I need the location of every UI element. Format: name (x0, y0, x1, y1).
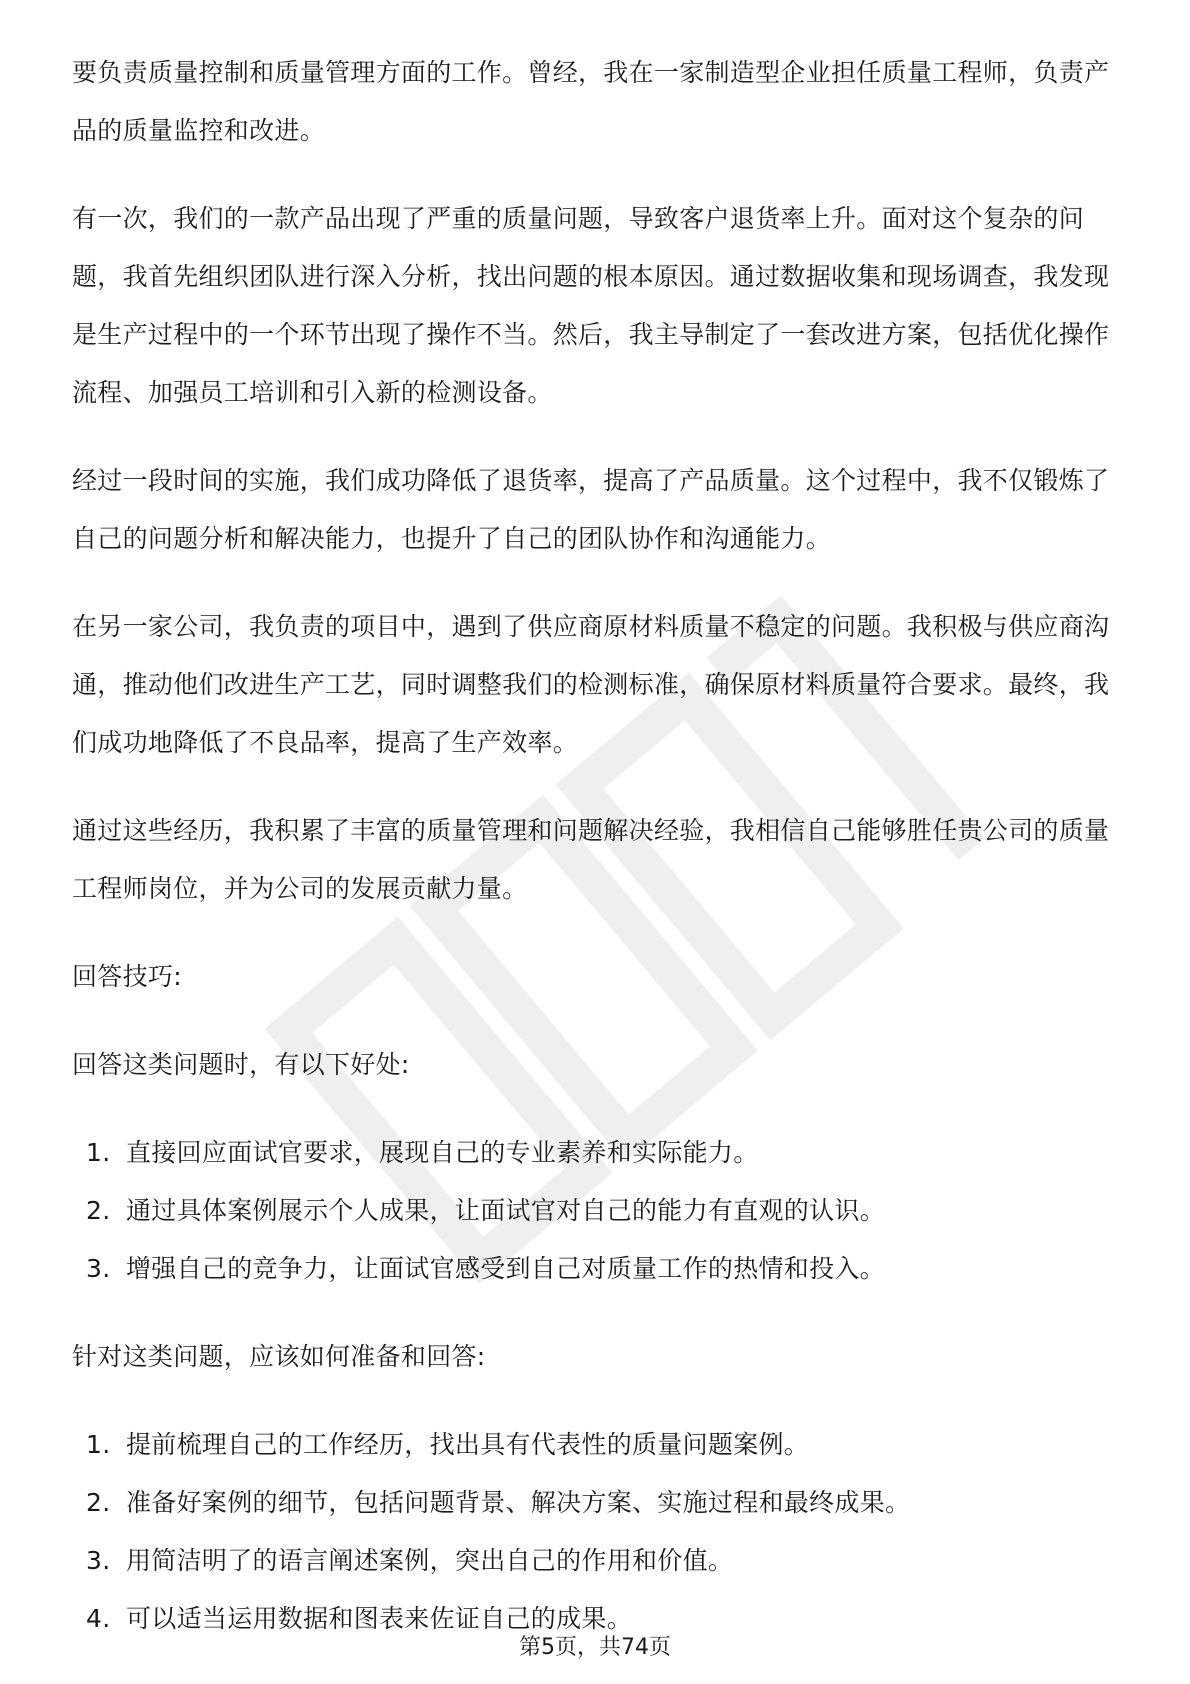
list-text: 用简洁明了的语言阐述案例，突出自己的作用和价值。 (126, 1546, 734, 1575)
paragraph-intro: 要负责质量控制和质量管理方面的工作。曾经，我在一家制造型企业担任质量工程师，负责产品的质量监控和改进。 (72, 58, 1110, 145)
document-content (72, 44, 1118, 1678)
prepare-heading: 针对这类问题，应该如何准备和回答: (72, 1342, 486, 1371)
paragraph-conclusion: 通过这些经历，我积累了丰富的质量管理和问题解决经验，我相信自己能够胜任贵公司的质量工程师岗位，并为公司的发展贡献力量。 (72, 816, 1110, 903)
list-text: 准备好案例的细节，包括问题背景、解决方案、实施过程和最终成果。 (126, 1488, 911, 1517)
list-text: 可以适当运用数据和图表来佐证自己的成果。 (126, 1604, 633, 1633)
list-number: 1. (86, 1138, 111, 1167)
list-text: 通过具体案例展示个人成果，让面试官对自己的能力有直观的认识。 (126, 1196, 886, 1225)
paragraph-case-one: 有一次，我们的一款产品出现了严重的质量问题，导致客户退货率上升。面对这个复杂的问题，我首先组织团队进行深入分析，找出问题的根本原因。通过数据收集和现场调查，我发现是生产过程中的一个环节出现了操作不当。然后，我主导制定了一套改进方案，包括优化操作流程、加强员工培训和引入新的检测设备。 (72, 204, 1110, 407)
list-number: 3. (86, 1546, 111, 1575)
list-text: 增强自己的竞争力，让面试官感受到自己对质量工作的热情和投入。 (126, 1254, 886, 1283)
list-item (72, 1124, 1118, 1182)
paragraph-result-one: 经过一段时间的实施，我们成功降低了退货率，提高了产品质量。这个过程中，我不仅锻炼了自己的问题分析和解决能力，也提升了自己的团队协作和沟通能力。 (72, 466, 1110, 553)
list-text: 直接回应面试官要求，展现自己的专业素养和实际能力。 (126, 1138, 759, 1167)
prepare-list (72, 1416, 1118, 1648)
list-item (72, 1532, 1118, 1590)
list-number: 4. (86, 1604, 111, 1633)
benefits-heading: 回答这类问题时，有以下好处: (72, 1050, 410, 1079)
list-number: 2. (86, 1488, 111, 1517)
list-number: 1. (86, 1430, 111, 1459)
list-number: 2. (86, 1196, 111, 1225)
list-item (72, 1182, 1118, 1240)
tips-heading: 回答技巧: (72, 962, 182, 991)
page-footer: 第5页，共74页 (519, 1635, 671, 1660)
benefits-list (72, 1124, 1118, 1298)
list-text: 提前梳理自己的工作经历，找出具有代表性的质量问题案例。 (126, 1430, 810, 1459)
list-number: 3. (86, 1254, 111, 1283)
list-item (72, 1240, 1118, 1298)
list-item (72, 1474, 1118, 1532)
list-item (72, 1416, 1118, 1474)
paragraph-case-two: 在另一家公司，我负责的项目中，遇到了供应商原材料质量不稳定的问题。我积极与供应商沟通，推动他们改进生产工艺，同时调整我们的检测标准，确保原材料质量符合要求。最终，我们成功地降低了不良品率，提高了生产效率。 (72, 612, 1110, 757)
